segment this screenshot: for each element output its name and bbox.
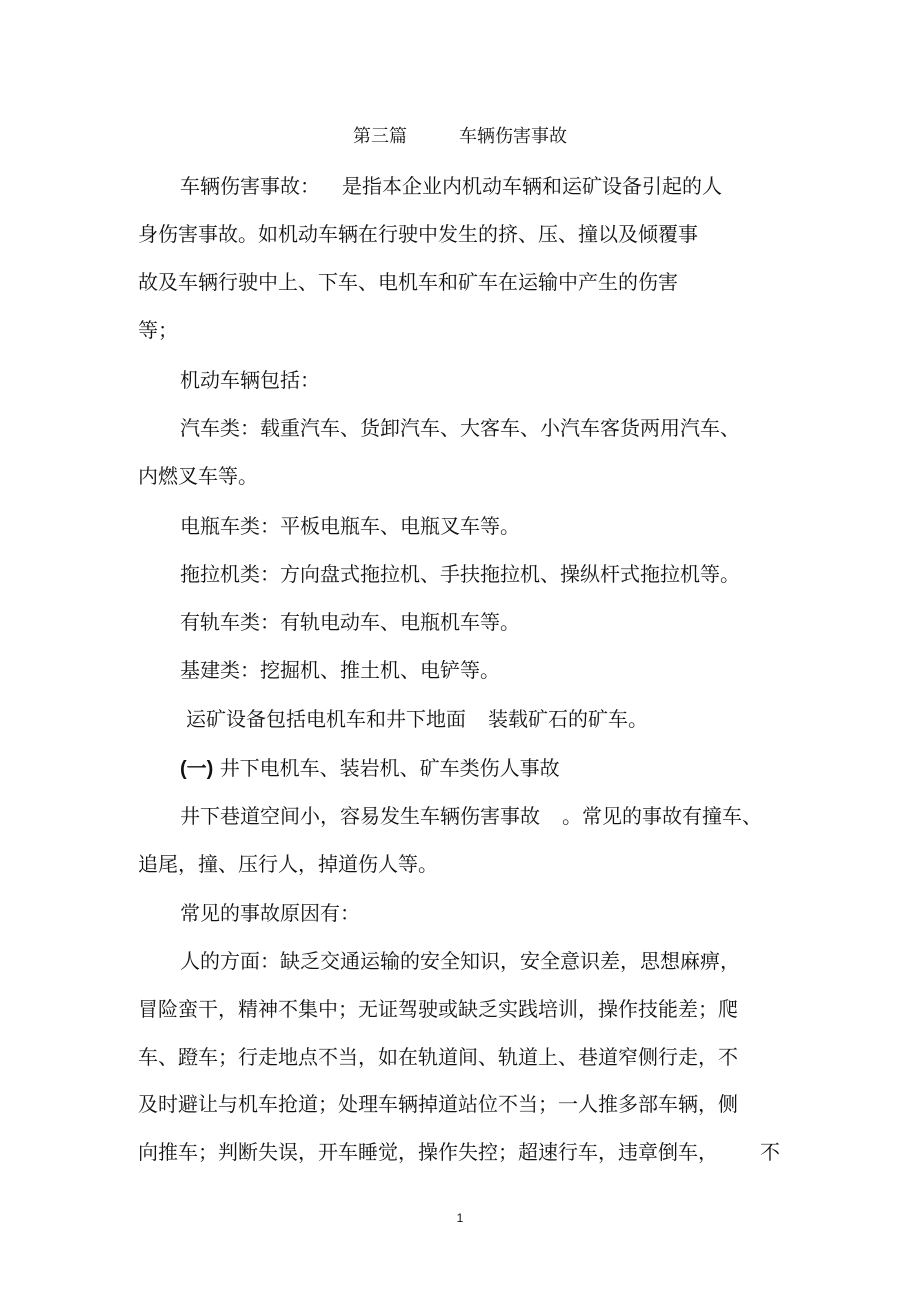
tractor-category: 拖拉机类：方向盘式拖拉机、手扶拖拉机、操纵杆式拖拉机等。: [180, 562, 740, 586]
human-factors-line-2: 冒险蛮干，精神不集中；无证驾驶或缺乏实践培训，操作技能差；爬: [138, 997, 738, 1021]
definition-line-4: 等；: [138, 318, 178, 342]
rail-category: 有轨车类：有轨电动车、电瓶机车等。: [180, 610, 520, 634]
trailing-char: 不: [760, 1140, 780, 1164]
construction-category: 基建类：挖掘机、推土机、电铲等。: [180, 658, 500, 682]
definition-line-2: 身伤害事故。如机动车辆在行驶中发生的挤、压、撞以及倾覆事: [138, 222, 698, 246]
page-number: 1: [456, 1211, 464, 1225]
page-title: [0, 124, 920, 150]
section-1-paragraph-line-2: 追尾，撞、压行人，掉道伤人等。: [138, 852, 438, 876]
vehicles-heading: 机动车辆包括：: [180, 368, 320, 392]
human-factors-line-5: 向推车；判断失误，开车睡觉，操作失控；超速行车，违章倒车，: [138, 1140, 718, 1164]
section-1-paragraph-line-1: 井下巷道空间小，容易发生车辆伤害事故 。常见的事故有撞车、: [180, 804, 762, 828]
human-factors-line-1: 人的方面：缺乏交通运输的安全知识，安全意识差，思想麻痹，: [180, 949, 740, 973]
human-factors-line-4: 及时避让与机车抢道；处理车辆掉道站位不当；一人推多部车辆，侧: [138, 1092, 738, 1116]
battery-category: 电瓶车类：平板电瓶车、电瓶叉车等。: [180, 514, 520, 538]
mining-equipment-line: 运矿设备包括电机车和井下地面 装载矿石的矿车。: [186, 707, 648, 731]
human-factors-line-3: 车、蹬车；行走地点不当，如在轨道间、轨道上、巷道窄侧行走，不: [138, 1045, 738, 1069]
car-category-line-2: 内燃叉车等。: [138, 464, 258, 488]
section-1-heading: [180, 754, 560, 783]
section-1-number: (一): [180, 758, 214, 780]
title-name: 车辆伤害事故: [459, 126, 567, 147]
definition-line-1: 车辆伤害事故： 是指本企业内机动车辆和运矿设备引起的人: [180, 174, 722, 198]
title-part: 第三篇: [353, 126, 407, 147]
definition-term: 车辆伤害事故：: [180, 174, 320, 198]
car-category-line-1: 汽车类：载重汽车、货卸汽车、大客车、小汽车客货两用汽车、: [180, 416, 740, 440]
section-1-title: 井下电机车、装岩机、矿车类伤人事故: [219, 756, 560, 780]
definition-line-3: 故及车辆行驶中上、下车、电机车和矿车在运输中产生的伤害: [138, 270, 678, 294]
causes-heading: 常见的事故原因有：: [180, 901, 360, 925]
